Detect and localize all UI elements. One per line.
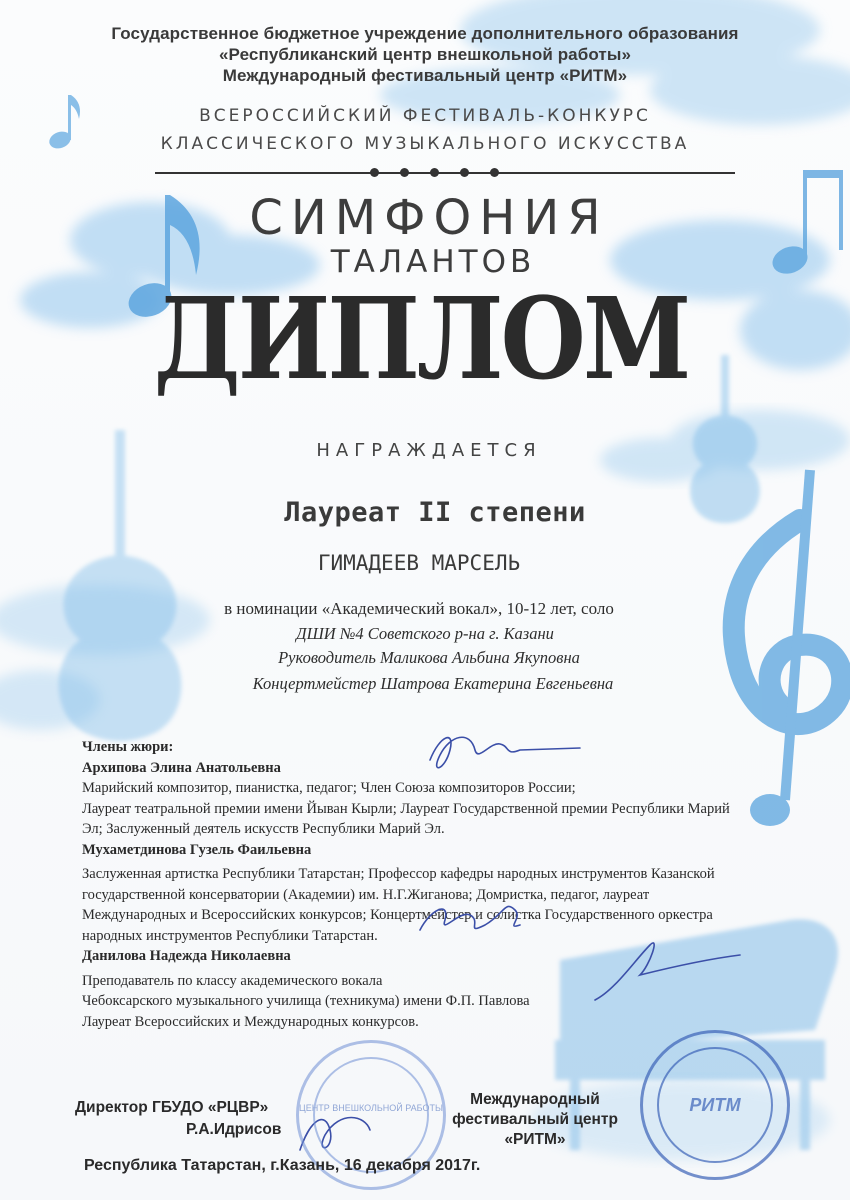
recipient-name: ГИМАДЕЕВ МАРСЕЛЬ: [317, 551, 521, 575]
jury-member-bio-line: Эл; Заслуженный деятель искусств Республики Марий Эл.: [82, 821, 445, 837]
signature-jury-2: [420, 906, 520, 930]
center-name-line-2: фестивальный центр: [452, 1111, 618, 1128]
stamp-rcvr-text: ЦЕНТР ВНЕШКОЛЬНОЙ РАБОТЫ: [299, 1103, 443, 1113]
festival-line-1: ВСЕРОССИЙСКИЙ ФЕСТИВАЛЬ-КОНКУРС: [199, 106, 651, 126]
teacher: Руководитель Маликова Альбина Якуповна: [278, 648, 580, 667]
jury-member-bio-line: Марийский композитор, пианистка, педагог; Член Союза композиторов России;: [82, 780, 576, 796]
nomination: в номинации «Академический вокал», 10-12 лет, соло: [224, 599, 614, 618]
signature-jury-1: [430, 737, 580, 767]
center-name: [450, 1090, 620, 1150]
jury-member-bio-line: Преподаватель по классу академического вокала: [82, 972, 383, 989]
stamp-ritm-text: РИТМ: [689, 1095, 741, 1115]
laureate-degree: Лауреат II степени: [284, 497, 586, 528]
school: ДШИ №4 Советского р-на г. Казани: [296, 624, 554, 643]
center-name-line-3: «РИТМ»: [504, 1131, 566, 1148]
place-and-date: Республика Татарстан, г.Казань, 16 декабря 2017г.: [84, 1157, 481, 1174]
jury-member-bio-line: Международных и Всероссийских конкурсов; Концертмейстер и солистка Государственного оркестра: [82, 907, 713, 923]
jury-member-bio-line: государственной консерватории (Академии) им. Н.Г.Жиганова; Домристка, педагог, лауреат: [82, 886, 650, 903]
jury-member-name: Мухаметдинова Гузель Фаильевна: [82, 841, 312, 858]
center-name-line-1: Международный: [470, 1091, 600, 1108]
organization-line-1: Государственное бюджетное учреждение дополнительного образования: [111, 24, 739, 43]
title-symphony: СИМФОНИЯ: [249, 190, 609, 246]
title-diploma: ДИПЛОМ: [153, 273, 689, 406]
festival-line-2: КЛАССИЧЕСКОГО МУЗЫКАЛЬНОГО ИСКУССТВА: [160, 134, 690, 154]
director-name: Р.А.Идрисов: [186, 1121, 282, 1138]
title-talents: ТАЛАНТОВ: [330, 244, 536, 280]
jury-member-bio-line: Лауреат Всероссийских и Международных конкурсов.: [82, 1013, 419, 1030]
accompanist: Концертмейстер Шатрова Екатерина Евгеньевна: [252, 674, 614, 693]
awarded-label: НАГРАЖДАЕТСЯ: [316, 440, 542, 461]
director-title: Директор ГБУДО «РЦВР»: [75, 1099, 269, 1116]
jury-heading: Члены жюри:: [82, 739, 174, 755]
organization-line-3: Международный фестивальный центр «РИТМ»: [222, 66, 628, 85]
signature-jury-3: [595, 943, 740, 1000]
jury-member-bio-line: Заслуженная артистка Республики Татарстан; Профессор кафедры народных инструментов Казанской: [82, 866, 715, 882]
jury-member-bio-line: Лауреат театральной премии имени Йыван Кырли; Лауреат Государственной премии Республики Марий: [82, 800, 730, 817]
organization-line-2: «Республиканский центр внешкольной работы»: [219, 45, 631, 64]
jury-member-name: Архипова Элина Анатольевна: [82, 759, 281, 776]
jury-member-bio-line: народных инструментов Республики Татарстан.: [82, 927, 378, 944]
jury-member-name: Данилова Надежда Николаевна: [82, 948, 291, 964]
stamp-ritm: [640, 1030, 790, 1180]
jury-member-bio-line: Чебоксарского музыкального училища (техникума) имени Ф.П. Павлова: [82, 993, 530, 1009]
